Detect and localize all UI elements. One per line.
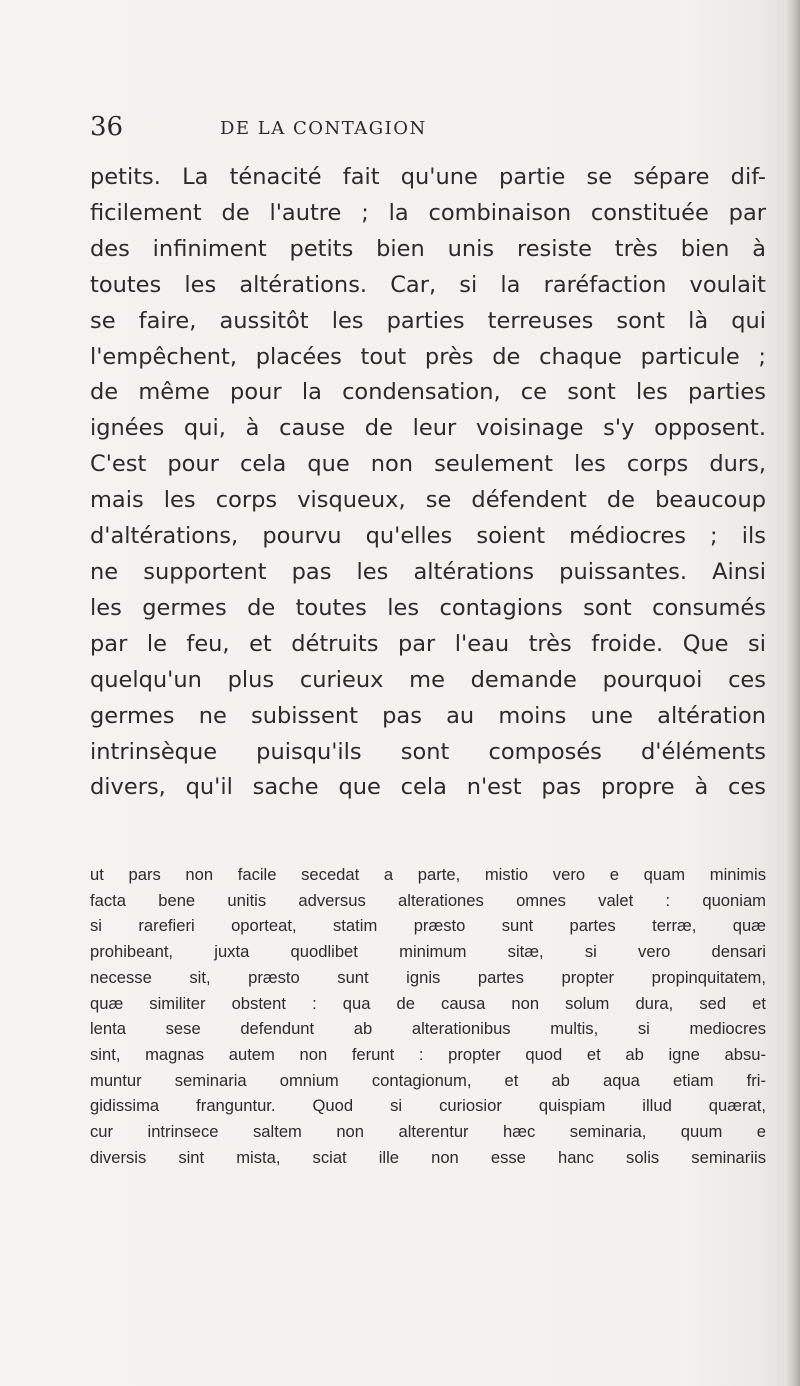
text-line: diversis sint mista, sciat ille non esse hanc solis seminariis (90, 1147, 766, 1167)
text-line: mais les corps visqueux, se défendent de beaucoup (90, 487, 766, 514)
text-line: C'est pour cela que non seulement les corps durs, (90, 451, 766, 478)
text-line: quelqu'un plus curieux me demande pourquoi ces (90, 666, 766, 693)
text-line: petits. La ténacité fait qu'une partie se sépare dif- (90, 164, 766, 190)
french-translation-block (90, 160, 766, 806)
text-line: ne supportent pas les altérations puissantes. Ainsi (90, 558, 766, 585)
text-line: quæ similiter obstent : qua de causa non solum dura, sed et (90, 993, 766, 1013)
page-header (90, 112, 770, 152)
text-line: d'altérations, pourvu qu'elles soient médiocres ; ils (90, 523, 766, 550)
text-line: lenta sese defendunt ab alterationibus multis, si mediocres (90, 1019, 766, 1039)
text-line: necesse sit, præsto sunt ignis partes propter propinquitatem, (90, 967, 766, 987)
text-line: si rarefieri oporteat, statim præsto sunt partes terræ, quæ (90, 916, 766, 936)
text-line: de même pour la condensation, ce sont les parties (90, 379, 766, 406)
text-line: des infiniment petits bien unis resiste très bien à (90, 235, 766, 262)
text-line: ignées qui, à cause de leur voisinage s'y opposent. (90, 415, 766, 442)
text-line: divers, qu'il sache que cela n'est pas propre à ces (90, 774, 766, 801)
text-line: germes ne subissent pas au moins une altération (90, 702, 766, 729)
text-line: gidissima franguntur. Quod si curiosior quispiam illud quærat, (90, 1096, 766, 1116)
text-line: muntur seminaria omnium contagionum, et ab aqua etiam fri- (90, 1070, 766, 1090)
running-title: DE LA CONTAGION (220, 118, 427, 139)
text-line: cur intrinsece saltem non alterentur hæc seminaria, quum e (90, 1122, 766, 1142)
page-edge-shadow (786, 0, 800, 1386)
latin-original-block (90, 862, 766, 1170)
text-line: prohibeant, juxta quodlibet minimum sitæ, si vero densari (90, 942, 766, 962)
text-line: ficilement de l'autre ; la combinaison constituée par (90, 199, 766, 226)
text-line: intrinsèque puisqu'ils sont composés d'éléments (90, 738, 766, 765)
page-number: 36 (90, 112, 124, 142)
text-line: ut pars non facile secedat a parte, mistio vero e quam minimis (90, 865, 766, 884)
text-line: par le feu, et détruits par l'eau très froide. Que si (90, 630, 766, 657)
text-line: les germes de toutes les contagions sont consumés (90, 594, 766, 621)
text-line: toutes les altérations. Car, si la raréfaction voulait (90, 271, 766, 298)
text-line: se faire, aussitôt les parties terreuses sont là qui (90, 307, 766, 334)
text-line: l'empêchent, placées tout près de chaque particule ; (90, 343, 766, 370)
text-line: facta bene unitis adversus alterationes omnes valet : quoniam (90, 890, 766, 910)
text-line: sint, magnas autem non ferunt : propter quod et ab igne absu- (90, 1044, 766, 1064)
